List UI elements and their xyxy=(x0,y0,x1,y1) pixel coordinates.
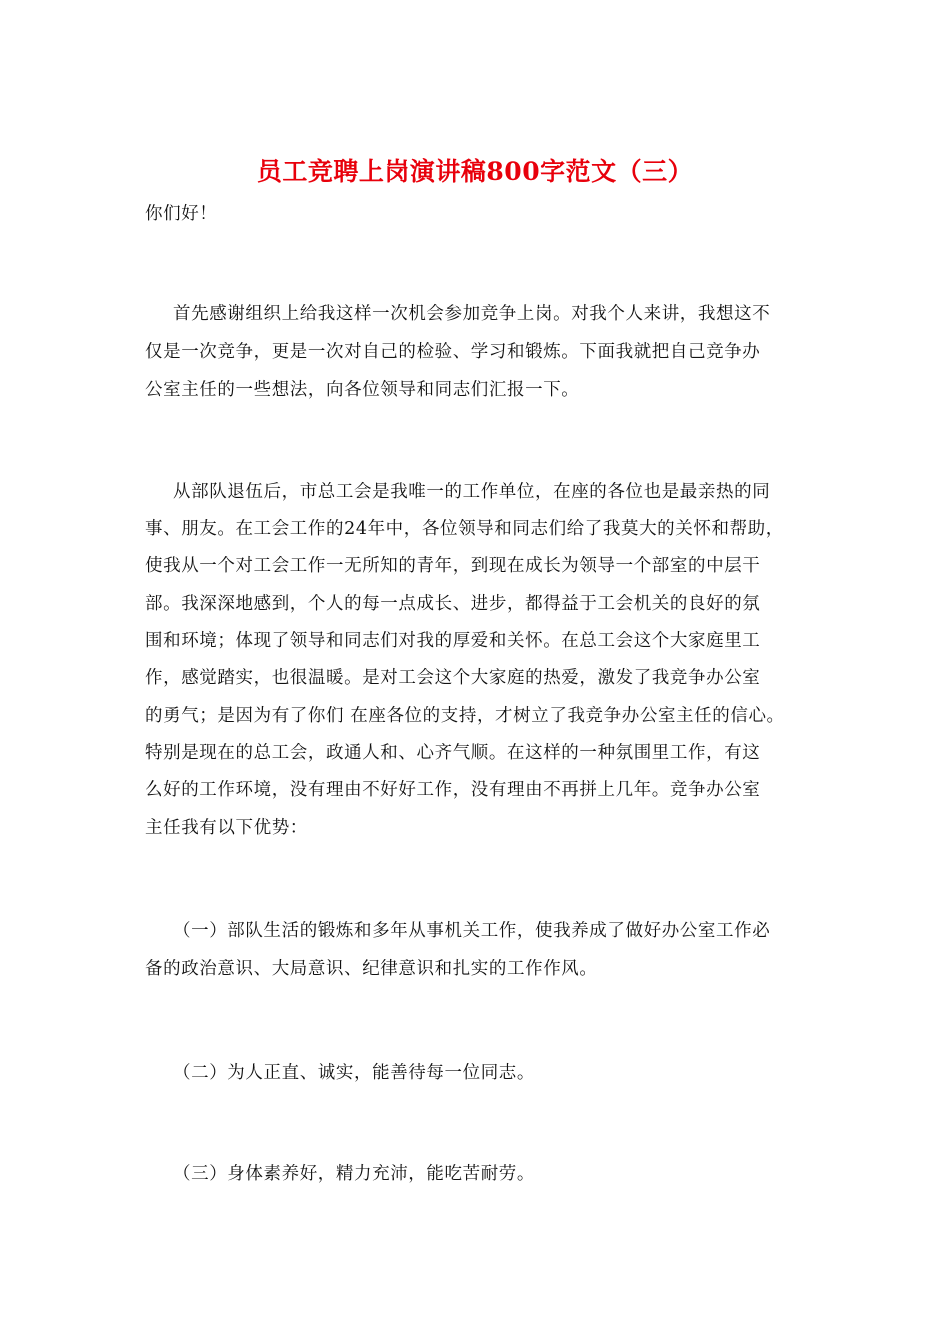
paragraph-line: 仅是一次竞争，更是一次对自己的检验、学习和锻炼。下面我就把自己竞争办 xyxy=(145,342,761,362)
paragraph-line: 的勇气；是因为有了你们 在座各位的支持，才树立了我竞争办公室主任的信心。 xyxy=(145,706,785,726)
paragraph-line: 使我从一个对工会工作一无所知的青年，到现在成长为领导一个部室的中层干 xyxy=(145,556,761,576)
list-item-line: （三）身体素养好，精力充沛，能吃苦耐劳。 xyxy=(173,1164,535,1184)
greeting-text: 你们好！ xyxy=(145,204,218,224)
paragraph-line: 首先感谢组织上给我这样一次机会参加竞争上岗。对我个人来讲，我想这不 xyxy=(173,304,771,324)
paragraph-line: 部。我深深地感到，个人的每一点成长、进步，都得益于工会机关的良好的氛 xyxy=(145,594,761,614)
paragraph-line: 事、朋友。在工会工作的24年中，各位领导和同志们给了我莫大的关怀和帮助， xyxy=(145,519,784,539)
list-item-line: （二）为人正直、诚实，能善待每一位同志。 xyxy=(173,1063,535,1083)
document-title: 员工竞聘上岗演讲稿800字范文（三） xyxy=(256,157,694,186)
paragraph-line: 么好的工作环境，没有理由不好好工作，没有理由不再拼上几年。竞争办公室 xyxy=(145,780,761,800)
paragraph-line: 主任我有以下优势： xyxy=(145,818,308,838)
paragraph-line: 公室主任的一些想法，向各位领导和同志们汇报一下。 xyxy=(145,380,580,400)
paragraph-line: 围和环境；体现了领导和同志们对我的厚爱和关怀。在总工会这个大家庭里工 xyxy=(145,631,761,651)
paragraph-line: 作，感觉踏实，也很温暖。是对工会这个大家庭的热爱，激发了我竞争办公室 xyxy=(145,668,761,688)
paragraph-line: 从部队退伍后，市总工会是我唯一的工作单位，在座的各位也是最亲热的同 xyxy=(173,482,771,502)
paragraph-line: 特别是现在的总工会，政通人和、心齐气顺。在这样的一种氛围里工作，有这 xyxy=(145,743,761,763)
list-item-line: （一）部队生活的锻炼和多年从事机关工作，使我养成了做好办公室工作必 xyxy=(173,921,771,941)
list-item-line: 备的政治意识、大局意识、纪律意识和扎实的工作作风。 xyxy=(145,959,598,979)
